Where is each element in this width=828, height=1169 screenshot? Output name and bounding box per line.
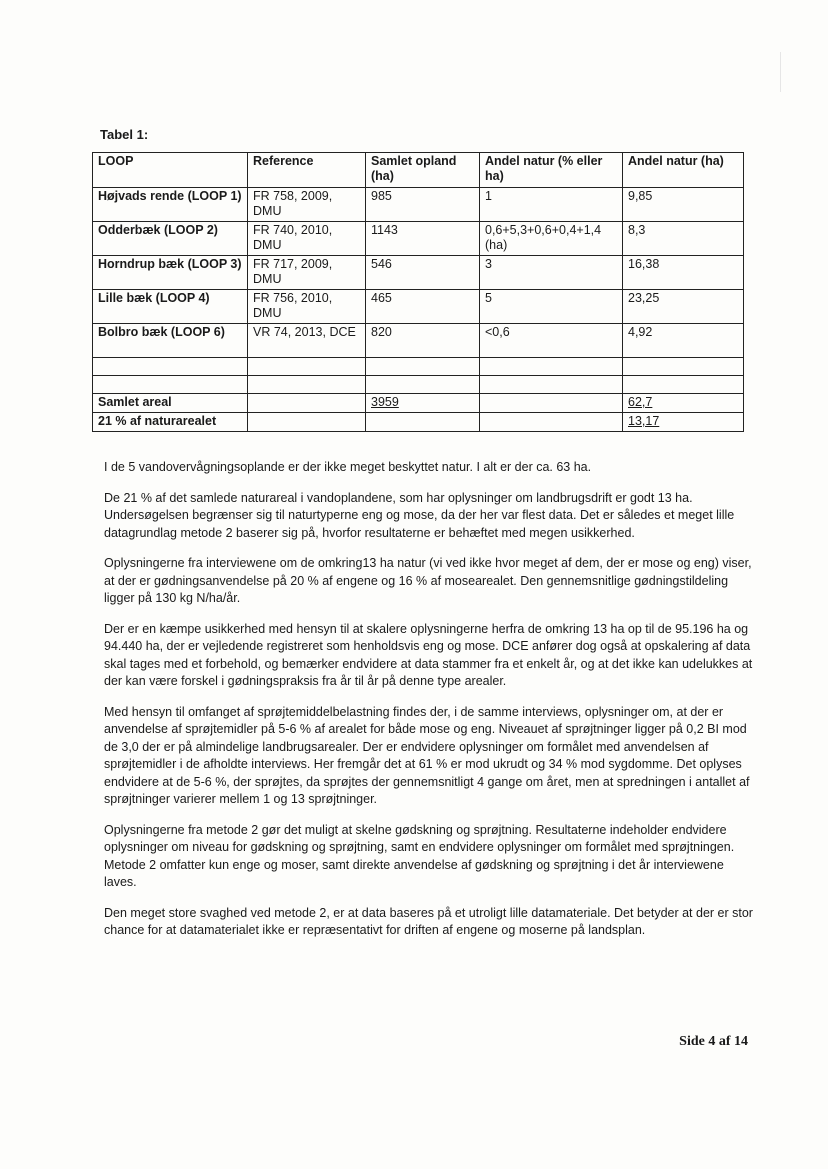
natur-ha-cell: 4,92 — [623, 324, 744, 358]
table-caption: Tabel 1: — [100, 127, 149, 142]
body-text — [104, 459, 754, 953]
reference-cell: FR 740, 2010, DMU — [248, 222, 366, 256]
paragraph: Oplysningerne fra metode 2 gør det muligt at skelne gødskning og sprøjtning. Resultaterne indeholder endvidere oplysninger om niveau for gødskning og sprøjtning, samt en endvidere oplysninger om formålet med sprøjtningen. Metode 2 omfatter kun enge og moser, samt direkte anvendelse af gødskning og sprøjtning i det år interviewene laves. — [104, 822, 735, 889]
table-row — [93, 290, 744, 324]
loop-name-cell: Bolbro bæk (LOOP 6) — [93, 324, 248, 358]
opland-cell: 820 — [366, 324, 480, 358]
loop-name-cell: Horndrup bæk (LOOP 3) — [93, 256, 248, 290]
opland-cell: 465 — [366, 290, 480, 324]
natur-ha-cell: 9,85 — [623, 188, 744, 222]
total-label-cell: Samlet areal — [93, 394, 248, 413]
header-cell: Reference — [248, 153, 366, 188]
loop-name-cell: Højvads rende (LOOP 1) — [93, 188, 248, 222]
share-label-cell: 21 % af naturarealet — [93, 413, 248, 432]
natur-ha-cell: 8,3 — [623, 222, 744, 256]
table-row — [93, 222, 744, 256]
paragraph: Med hensyn til omfanget af sprøjtemiddelbelastning findes der, i de samme interviews, oplysninger om, at der er anvendelse af sprøjtemidler på 5-6 % af arealet for både mose og eng. Niveauet af sprøjtninger ligger på 0,2 BI mod de 3,0 der er på almindelige landbrugsarealer. Der er endvidere oplysninger om formålet med anvendelsen af sprøjtemidler i de afholdte interviews. Her fremgår det at 61 % er mod ukrudt og 34 % mod sygdomme. Det oplyses endvidere at de 5-6 %, der sprøjtes, da sprøjtes der gennemsnitligt 4 gange om året, men at spredningen i antallet af sprøjtninger varierer mellem 1 og 13 sprøjtninger. — [104, 704, 750, 806]
opland-cell: 1143 — [366, 222, 480, 256]
natur-ha-cell: 23,25 — [623, 290, 744, 324]
table-row — [93, 324, 744, 358]
natur-share-cell: 3 — [480, 256, 623, 290]
natur-share-cell: 5 — [480, 290, 623, 324]
share-row — [93, 413, 744, 432]
total-natur-cell: 62,7 — [623, 394, 744, 413]
paragraph: Oplysningerne fra interviewene om de omkring13 ha natur (vi ved ikke hvor meget af dem, der er mose og eng) viser, at der er gødningsanvendelse på 20 % af engene og 16 % af mosearealet. Den gennemsnitlige gødningstildeling ligger på 130 kg N/ha/år. — [104, 556, 752, 605]
page-number: Side 4 af 14 — [679, 1034, 748, 1049]
reference-cell: FR 756, 2010, DMU — [248, 290, 366, 324]
natur-share-cell: 1 — [480, 188, 623, 222]
total-opland-cell: 3959 — [366, 394, 480, 413]
empty-row — [93, 376, 744, 394]
loop-table — [92, 152, 744, 432]
paragraph: I de 5 vandovervågningsoplande er der ikke meget beskyttet natur. I alt er der ca. 63 ha. — [104, 460, 592, 474]
table-header-row — [93, 153, 744, 188]
paragraph: Der er en kæmpe usikkerhed med hensyn til at skalere oplysningerne herfra de omkring 13 ha op til de 95.196 ha og 94.440 ha, der er vejledende registreret som henholdsvis eng og mose. DCE anfører dog også at opskalering af data skal tages med et forbehold, og bemærker endvidere at data stammer fra et enkelt år, og at det ikke kan udelukkes at der kan være forskel i gødningspraksis fra år til år på denne type arealer. — [104, 621, 753, 688]
reference-cell: FR 758, 2009, DMU — [248, 188, 366, 222]
reference-cell: FR 717, 2009, DMU — [248, 256, 366, 290]
natur-ha-cell: 16,38 — [623, 256, 744, 290]
paragraph: Den meget store svaghed ved metode 2, er at data baseres på et utroligt lille datamateriale. Det betyder at der er stor chance for at datamaterialet ikke er repræsentativt for driften af engene og moserne på landsplan. — [104, 905, 753, 937]
header-cell: Samlet opland (ha) — [366, 153, 480, 188]
loop-name-cell: Odderbæk (LOOP 2) — [93, 222, 248, 256]
header-cell: Andel natur (% eller ha) — [480, 153, 623, 188]
header-cell: Andel natur (ha) — [623, 153, 744, 188]
reference-cell: VR 74, 2013, DCE — [248, 324, 366, 358]
natur-share-cell: <0,6 — [480, 324, 623, 358]
loop-name-cell: Lille bæk (LOOP 4) — [93, 290, 248, 324]
opland-cell: 985 — [366, 188, 480, 222]
page-edge-mark — [780, 52, 781, 92]
empty-row — [93, 358, 744, 376]
table-row — [93, 256, 744, 290]
total-row — [93, 394, 744, 413]
opland-cell: 546 — [366, 256, 480, 290]
natur-share-cell: 0,6+5,3+0,6+0,4+1,4 (ha) — [480, 222, 623, 256]
header-cell: LOOP — [93, 153, 248, 188]
share-natur-cell: 13,17 — [623, 413, 744, 432]
table-row — [93, 188, 744, 222]
paragraph: De 21 % af det samlede naturareal i vandoplandene, som har oplysninger om landbrugsdrift er godt 13 ha. Undersøgelsen begrænser sig til naturtyperne eng og mose, da der her var flest data. Det er således et meget lille datagrundlag metode 2 baserer sig på, hvorfor resultaterne er behæftet med megen usikkerhed. — [104, 490, 735, 540]
